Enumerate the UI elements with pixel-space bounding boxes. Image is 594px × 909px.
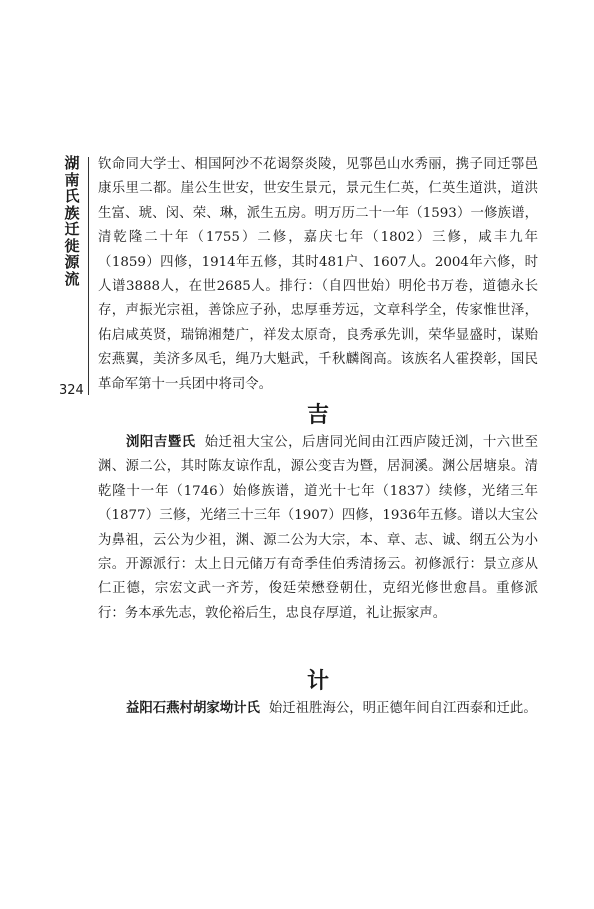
side-book-title: 湖南氏族迁徙源流 [64,154,80,288]
surname-heading-ji-2: 计 [306,669,329,694]
page-number: 324 [59,383,84,398]
clan-text: 始迁祖大宝公，后唐同光间由江西庐陵迁浏，十六世至渊、源二公，其时陈友谅作乱，源公变吉为暨，居洞溪。渊公居塘泉。清乾隆十一年（1746）始修族谱，道光十七年（1837）续修，光绪三年（1877）三修，光绪三十三年（1907）四修，1936年五修。谱以大宝公为鼻祖，云公为少祖，渊、源二公为大宗，本、章、志、诚、纲五公为小宗。开源派行：太上日元储万有奇季佳伯秀清扬云。初修派行：景立彦从仁正德，宗宏文武一齐芳，俊廷荣懋登朝仕，克绍光修世愈昌。重修派行：务本承先志，敦伦裕后生，忠良存厚道，礼让振家声。 [98,435,539,621]
paragraph-yiyang-ji [98,697,538,721]
surname-heading-ji: 吉 [306,403,329,428]
paragraph-continued: 钦命同大学士、相国阿沙不花谒祭炎陵，见鄠邑山水秀丽，携子同迁鄠邑康乐里二都。崖公生世安，世安生景元，景元生仁英，仁英生道洪，道洪生富、琥、闵、荣、琳，派生五房。明万历二十一年（1593）一修族谱，清乾隆二十年（1755）二修，嘉庆七年（1802）三修，咸丰九年（1859）四修，1914年五修，其时481户、1607人。2004年六修，时人谱3888人，在世2685人。排行：（自四世始）明伦书万卷，道德永长存，声振光宗祖，善馀应子孙，忠厚垂芳远，文章科学全，传家惟世泽，佑启咸英贤，瑞锦湘楚广，祥发太原奇，良秀承先训，荣华显盛时，谋贻宏燕翼，美济多凤毛，绳乃大魁武，千秋麟阁高。该族名人霍揆彰，国民革命军第十一兵团中将司令。 [98,157,538,392]
clan-name: 益阳石燕村胡家坳计氏 [126,701,260,716]
clan-text: 始迁祖胜海公，明正德年间自江西泰和迁此。 [268,701,537,716]
paragraph-liuyang-ji [98,431,538,626]
margin-rule [88,157,89,395]
clan-name: 浏阳吉暨氏 [126,435,196,450]
